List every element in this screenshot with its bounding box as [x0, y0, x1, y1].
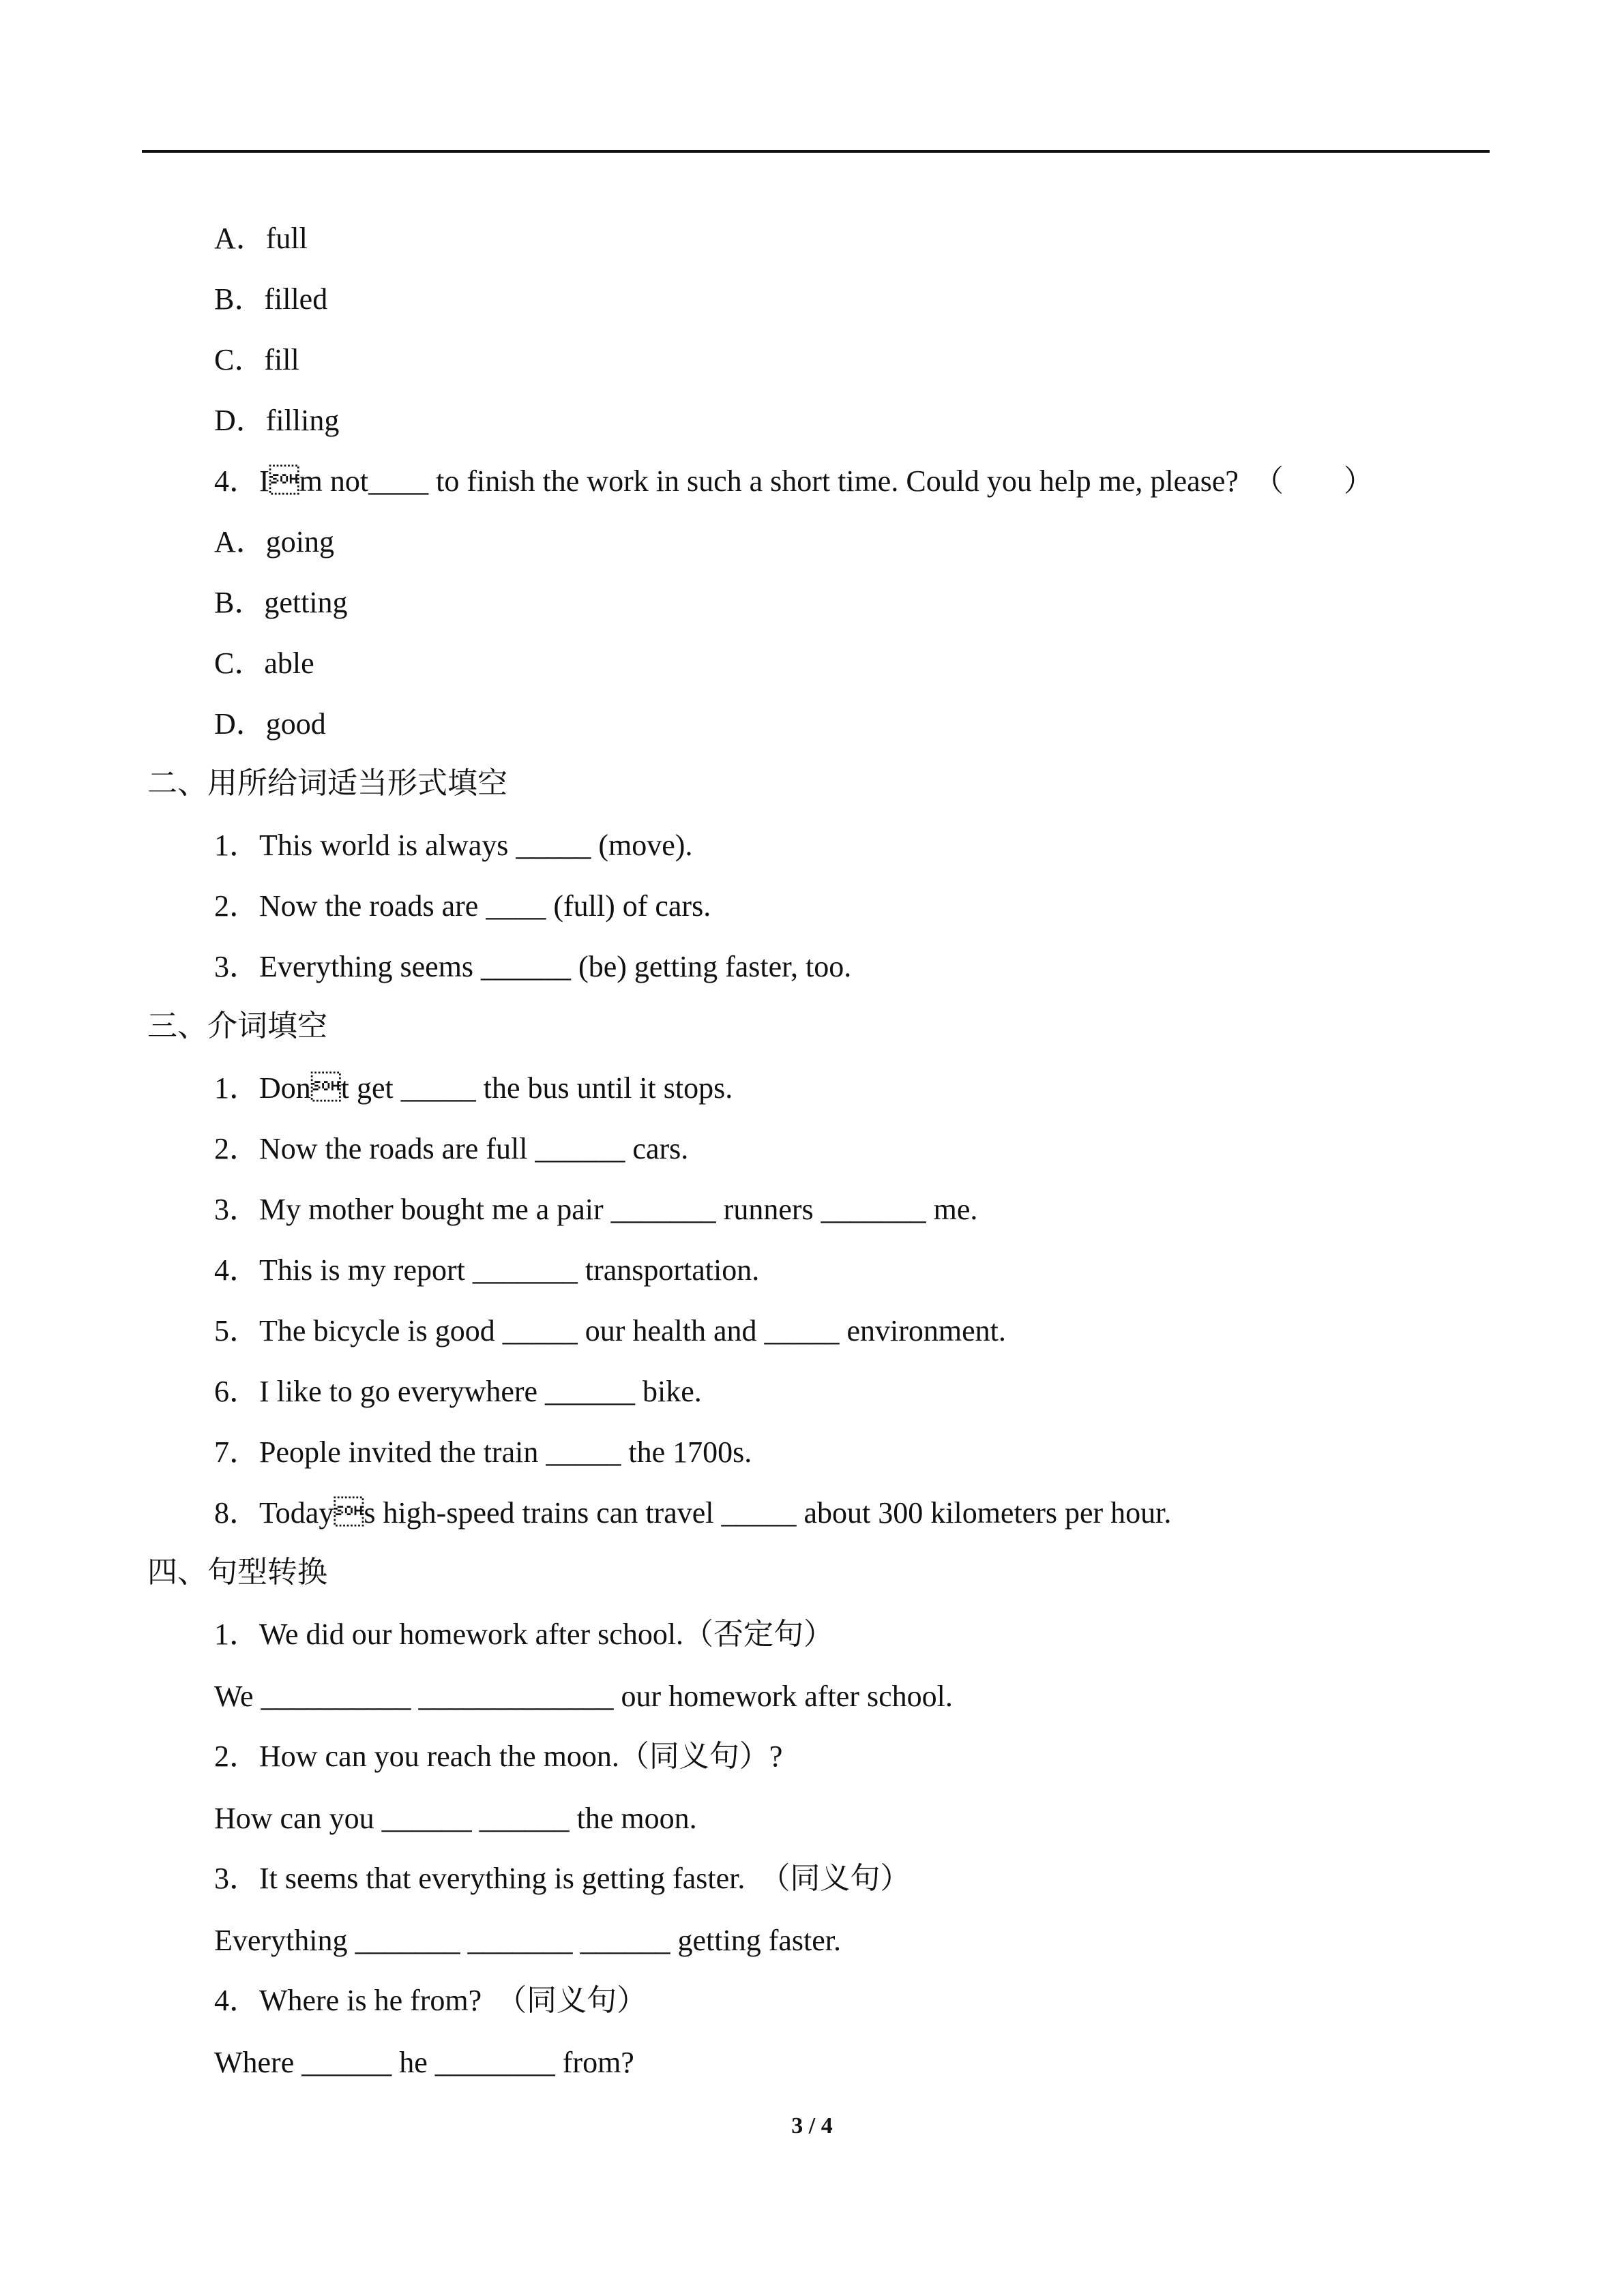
transform-question-4: 4．Where is he from? （同义句）: [214, 1984, 647, 2017]
transform-question-3: 3．It seems that everything is getting faster. （同义句）: [214, 1862, 911, 1895]
preposition-question-3: 3．My mother bought me a pair _______ runners _______ me.: [214, 1193, 978, 1226]
fill-question-2: 2．Now the roads are ____ (full) of cars.: [214, 889, 711, 923]
preposition-question-5: 5．The bicycle is good _____ our health and _____ environment.: [214, 1314, 1006, 1347]
transform-answer-1: We __________ _____________ our homework after school.: [214, 1680, 953, 1713]
preposition-question-6: 6．I like to go everywhere ______ bike.: [214, 1375, 702, 1408]
section-heading-3: 三、介词填空: [147, 1009, 327, 1043]
transform-answer-2: How can you ______ ______ the moon.: [214, 1802, 697, 1835]
section-heading-2: 二、用所给词适当形式填空: [147, 766, 507, 800]
preposition-question-1: 1．Dont get _____ the bus until it stops.: [214, 1071, 733, 1105]
option-a: A．full: [214, 222, 308, 255]
option-c: C．able: [214, 646, 314, 680]
preposition-question-2: 2．Now the roads are full ______ cars.: [214, 1132, 689, 1165]
transform-question-1: 1．We did our homework after school.（否定句）: [214, 1617, 834, 1651]
transform-question-2: 2．How can you reach the moon.（同义句）?: [214, 1740, 783, 1773]
preposition-question-8: 8．Todays high-speed trains can travel _____ about 300 kilometers per hour.: [214, 1496, 1172, 1530]
transform-answer-3: Everything _______ _______ ______ getting faster.: [214, 1924, 841, 1957]
fill-question-1: 1．This world is always _____ (move).: [214, 829, 693, 862]
fill-question-3: 3．Everything seems ______ (be) getting faster, too.: [214, 950, 852, 983]
question-4: 4．Im not____ to finish the work in such a short time. Could you help me, please? （ ）: [214, 464, 1374, 498]
option-c: C．fill: [214, 343, 299, 376]
header-rule: [142, 150, 1490, 153]
transform-answer-4: Where ______ he ________ from?: [214, 2046, 634, 2079]
preposition-question-7: 7．People invited the train _____ the 1700s.: [214, 1435, 752, 1469]
page-number: 3 / 4: [791, 2113, 833, 2138]
option-b: B．filled: [214, 282, 328, 316]
option-d: D．filling: [214, 404, 340, 437]
option-a: A．going: [214, 525, 334, 558]
option-b: B．getting: [214, 586, 348, 619]
option-d: D．good: [214, 707, 326, 741]
section-heading-4: 四、句型转换: [147, 1555, 327, 1589]
preposition-question-4: 4．This is my report _______ transportation.: [214, 1253, 760, 1287]
